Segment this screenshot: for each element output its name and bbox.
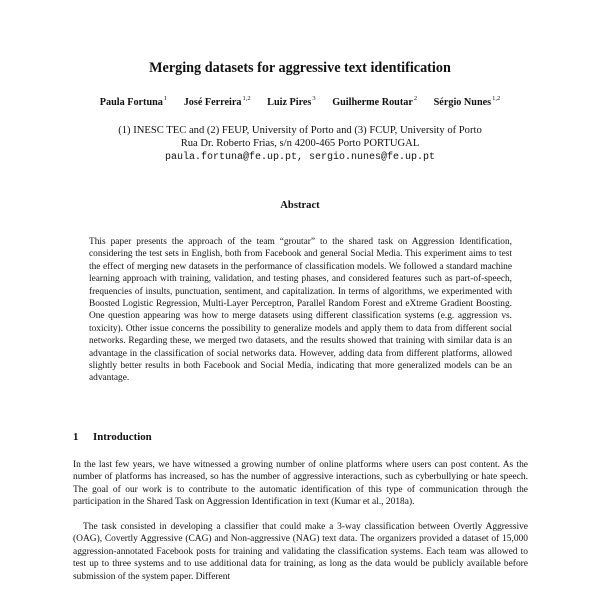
- author-list: [0, 95, 600, 108]
- author-name: Paula Fortuna: [99, 97, 163, 108]
- author-name: Sérgio Nunes: [433, 97, 492, 108]
- address-line: Rua Dr. Roberto Frias, s/n 4200-465 Porto PORTUGAL: [180, 138, 420, 150]
- abstract-text: This paper presents the approach of the team “groutar” to the shared task on Aggression Identification, considering the test sets in English, both from Facebook and general Social Media. This experiment aims to test the effect of merging new datasets in the performance of classification models. We followed a standard machine learning approach with training, validation, and testing phases, and considered features such as part-of-speech, frequencies of insults, punctuation, sentiment, and capitalization. In terms of algorithms, we experimented with Boosted Logistic Regression, Multi-Layer Perceptron, Parallel Random Forest and eXtreme Gradient Boosting. One question appearing was how to merge datasets using different classification systems (e.g. aggression vs. toxicity). Other issue concerns the possibility to generalize models and apply them to data from different social networks. Regarding these, we merged two datasets, and the results showed that training with similar data is an advantage in the classification of social networks data. However, adding data from different platforms, allowed slightly better results in both Facebook and Social Media, indicating that more generalized models can be an advantage.: [89, 237, 512, 384]
- author-affiliation-mark: 2: [413, 95, 418, 102]
- author: [267, 97, 316, 108]
- author-name: José Ferreira: [183, 97, 242, 108]
- section-title: Introduction: [93, 431, 152, 443]
- email-line: paula.fortuna@fe.up.pt, sergio.nunes@fe.up.pt: [164, 151, 436, 163]
- abstract-heading: Abstract: [280, 200, 320, 211]
- author-affiliation-mark: 3: [312, 95, 316, 102]
- author: [434, 97, 501, 108]
- section-number: 1: [73, 431, 79, 443]
- author: [184, 97, 251, 108]
- body-paragraph: The task consisted in developing a classifier that could make a 3-way classification between Overtly Aggressive (OAG), Covertly Aggressive (CAG) and Non-aggressive (NAG) text data. The organizers provided a dataset of 15,000 aggression-annotated Facebook posts for training and validating the classification systems. Each team was allowed to test up to three systems and to use additional data for training, as long as the data would be publicly available before submission of the system paper. Different: [73, 522, 528, 582]
- affiliation-line: (1) INESC TEC and (2) FEUP, University of Porto and (3) FCUP, University of Porto: [118, 125, 482, 136]
- author: [100, 97, 167, 108]
- author-affiliation-mark: 1,2: [242, 95, 251, 102]
- author-affiliation-mark: 1,2: [492, 95, 501, 102]
- author-name: Luiz Pires: [267, 97, 312, 108]
- author-name: Guilherme Routar: [332, 97, 413, 108]
- author-affiliation-mark: 1: [163, 95, 168, 102]
- body-paragraph: In the last few years, we have witnessed a growing number of online platforms where users can post content. As the number of platforms has increased, so has the number of aggressive interactions, such as cyberbullying or hate speech. The goal of our work is to contribute to the automatic identification of this type of communication through the participation in the Shared Task on Aggression Identification in text (Kumar et al., 2018a).: [73, 460, 528, 508]
- paper-title: Merging datasets for aggressive text identification: [149, 60, 451, 76]
- affiliation-block: [0, 124, 600, 164]
- section-heading: [73, 431, 152, 443]
- author: [332, 97, 417, 108]
